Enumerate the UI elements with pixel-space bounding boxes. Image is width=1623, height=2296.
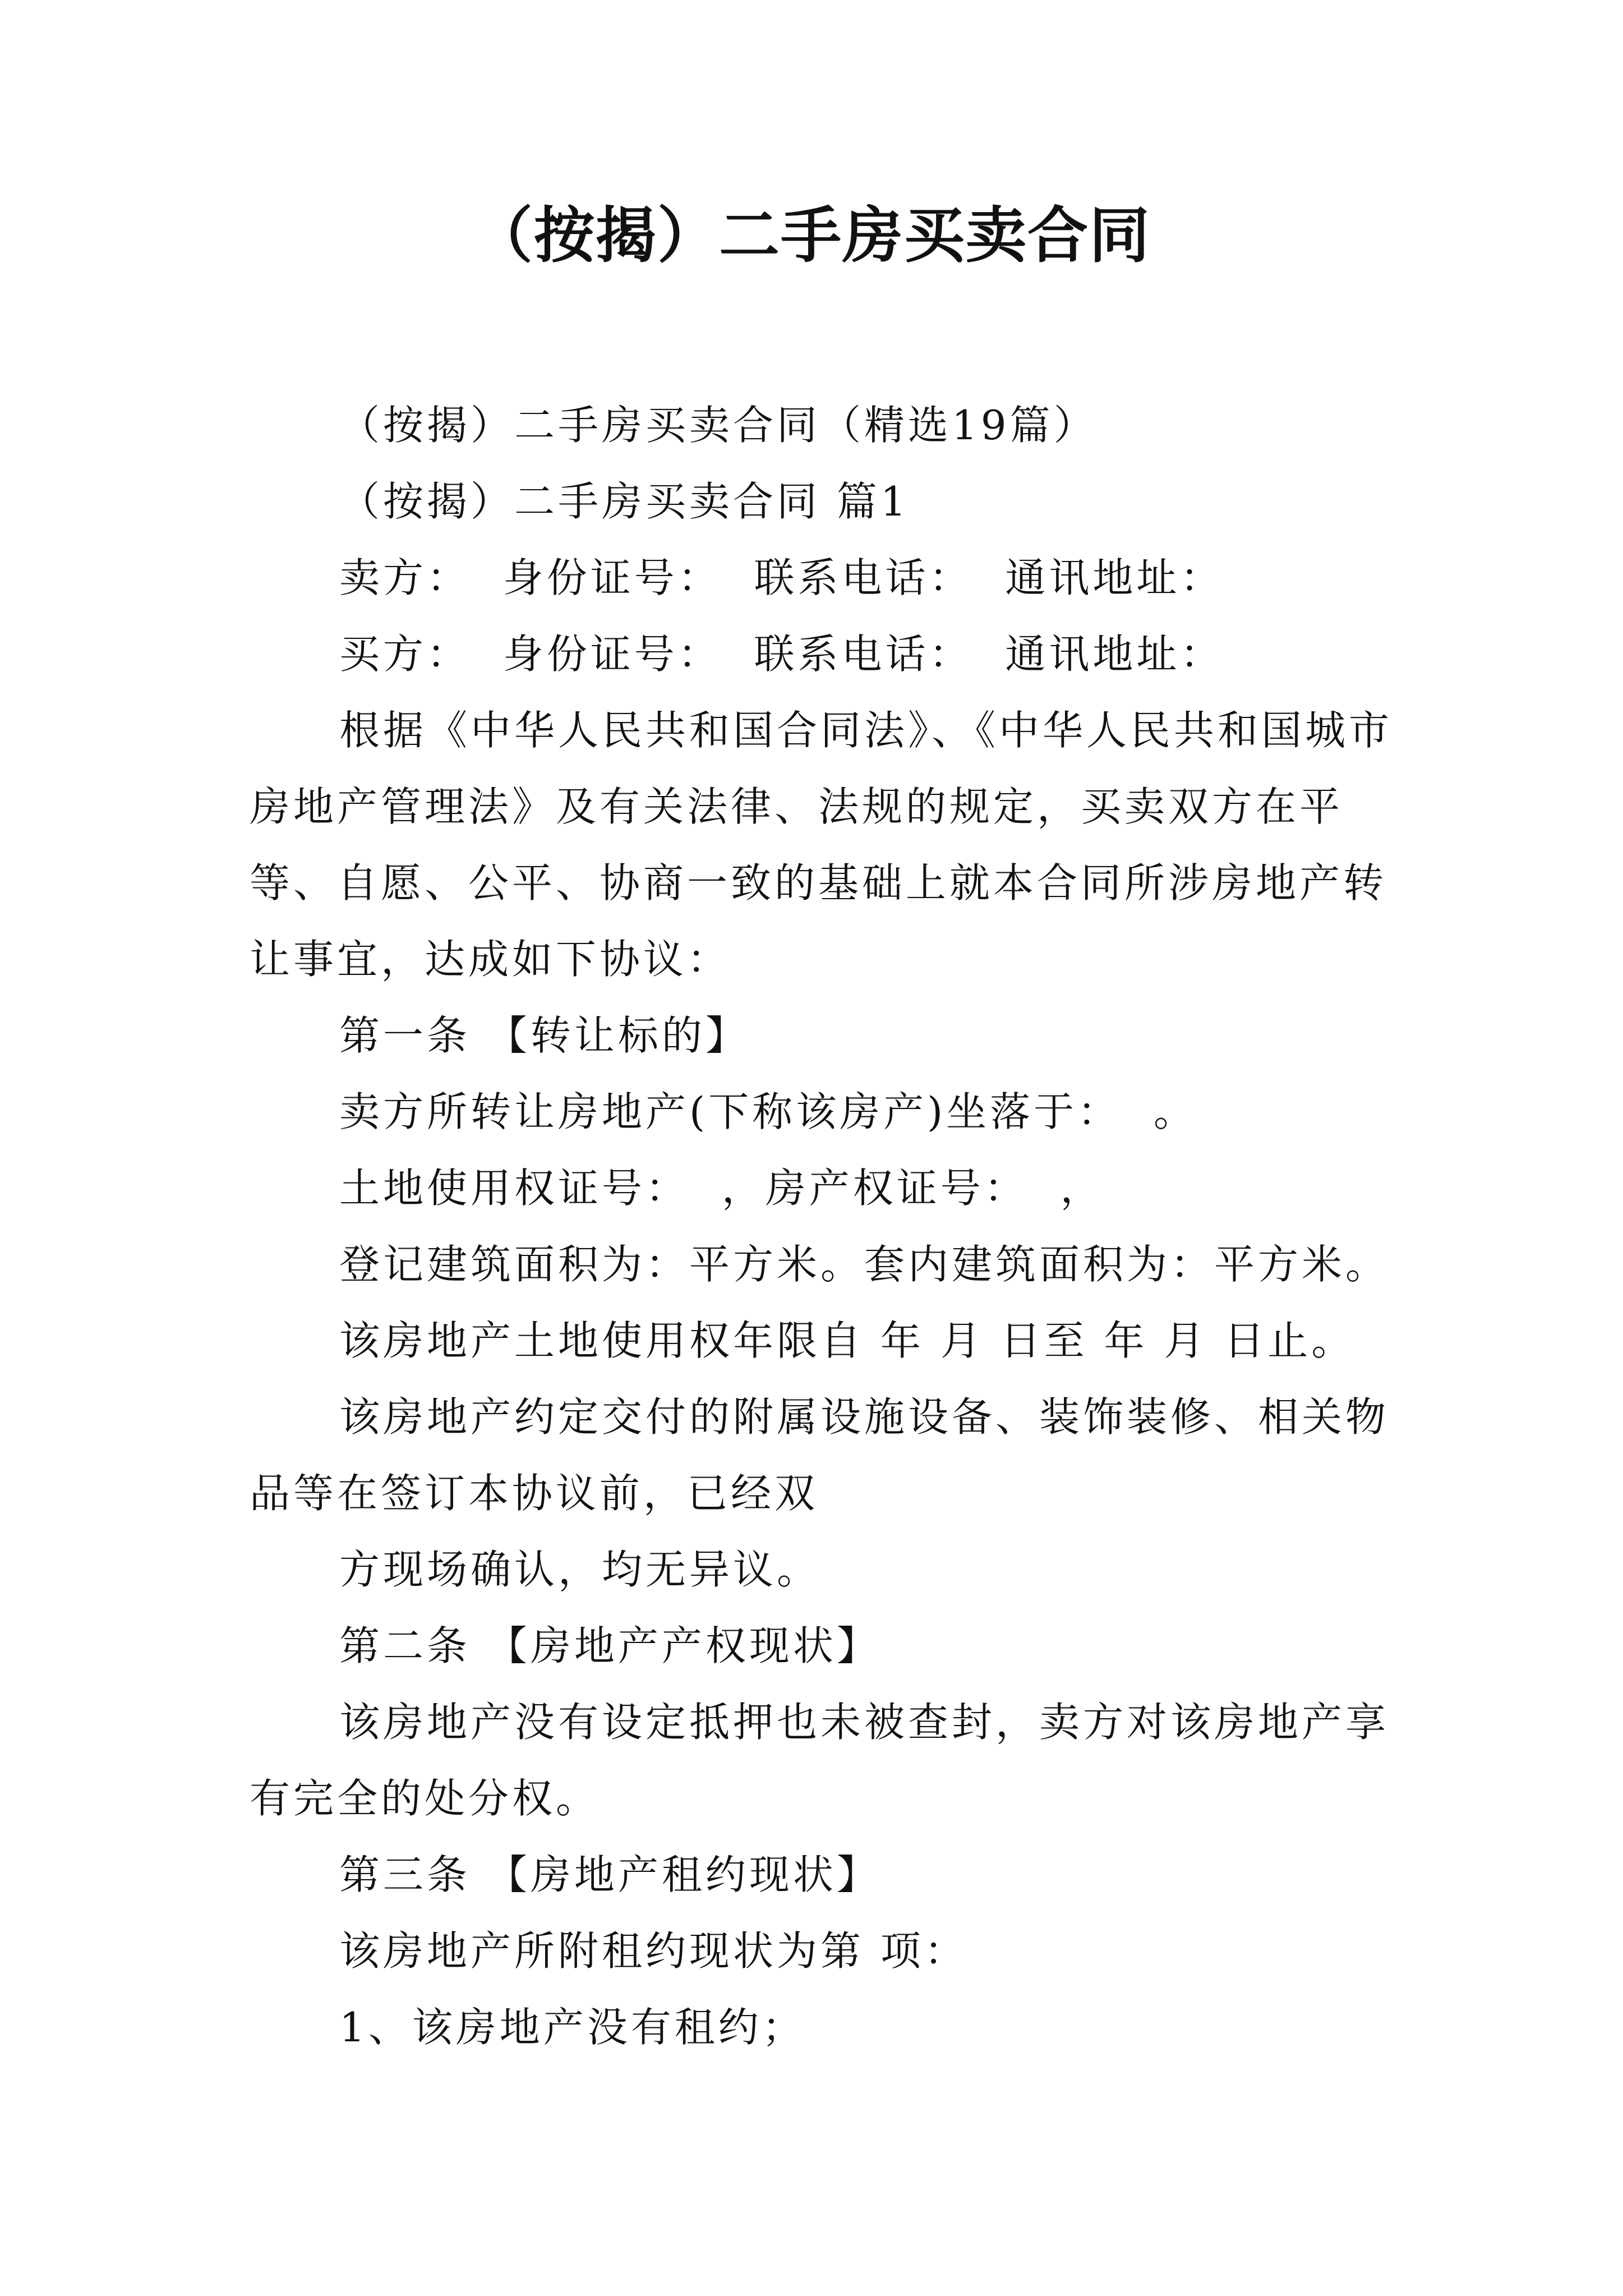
paragraph: 1、该房地产没有租约； bbox=[339, 2004, 806, 2051]
paragraph: 第三条 【房地产租约现状】 bbox=[339, 1851, 880, 1898]
paragraph: 卖方所转让房地产(下称该房产)坐落于： 。 bbox=[339, 1088, 1197, 1135]
paragraph: 登记建筑面积为：平方米。套内建筑面积为：平方米。 bbox=[339, 1241, 1390, 1288]
paragraph: 第二条 【房地产产权现状】 bbox=[339, 1622, 880, 1669]
paragraph: 根据《中华人民共和国合同法》、《中华人民共和国城市房地产管理法》及有关法律、法规的规定，买卖双方在平等、自愿、公平、协商一致的基础上就本合同所涉房地产转让事宜，达成如下协议： bbox=[250, 707, 1393, 983]
paragraph: 第一条 【转让标的】 bbox=[339, 1012, 749, 1059]
paragraph: 方现场确认，均无异议。 bbox=[339, 1546, 821, 1593]
paragraph: 该房地产约定交付的附属设施设备、装饰装修、相关物品等在签订本协议前，已经双 bbox=[250, 1393, 1390, 1517]
paragraph: （按揭）二手房买卖合同（精选19篇） bbox=[339, 402, 1098, 449]
paragraph: 该房地产没有设定抵押也未被查封，卖方对该房地产享有完全的处分权。 bbox=[250, 1699, 1390, 1822]
paragraph: 买方： 身份证号： 联系电话： 通讯地址： bbox=[339, 631, 1224, 678]
paragraph: （按揭）二手房买卖合同 篇1 bbox=[339, 478, 910, 525]
paragraph: 卖方： 身份证号： 联系电话： 通讯地址： bbox=[339, 554, 1224, 601]
paragraph: 土地使用权证号： ，房产权证号： ， bbox=[339, 1165, 1104, 1212]
paragraph: 该房地产所附租约现状为第 项： bbox=[339, 1927, 968, 1975]
paragraph: 该房地产土地使用权年限自 年 月 日至 年 月 日止。 bbox=[339, 1317, 1355, 1364]
document-title: （按揭）二手房买卖合同 bbox=[472, 200, 1151, 271]
document-body bbox=[250, 387, 1405, 2065]
